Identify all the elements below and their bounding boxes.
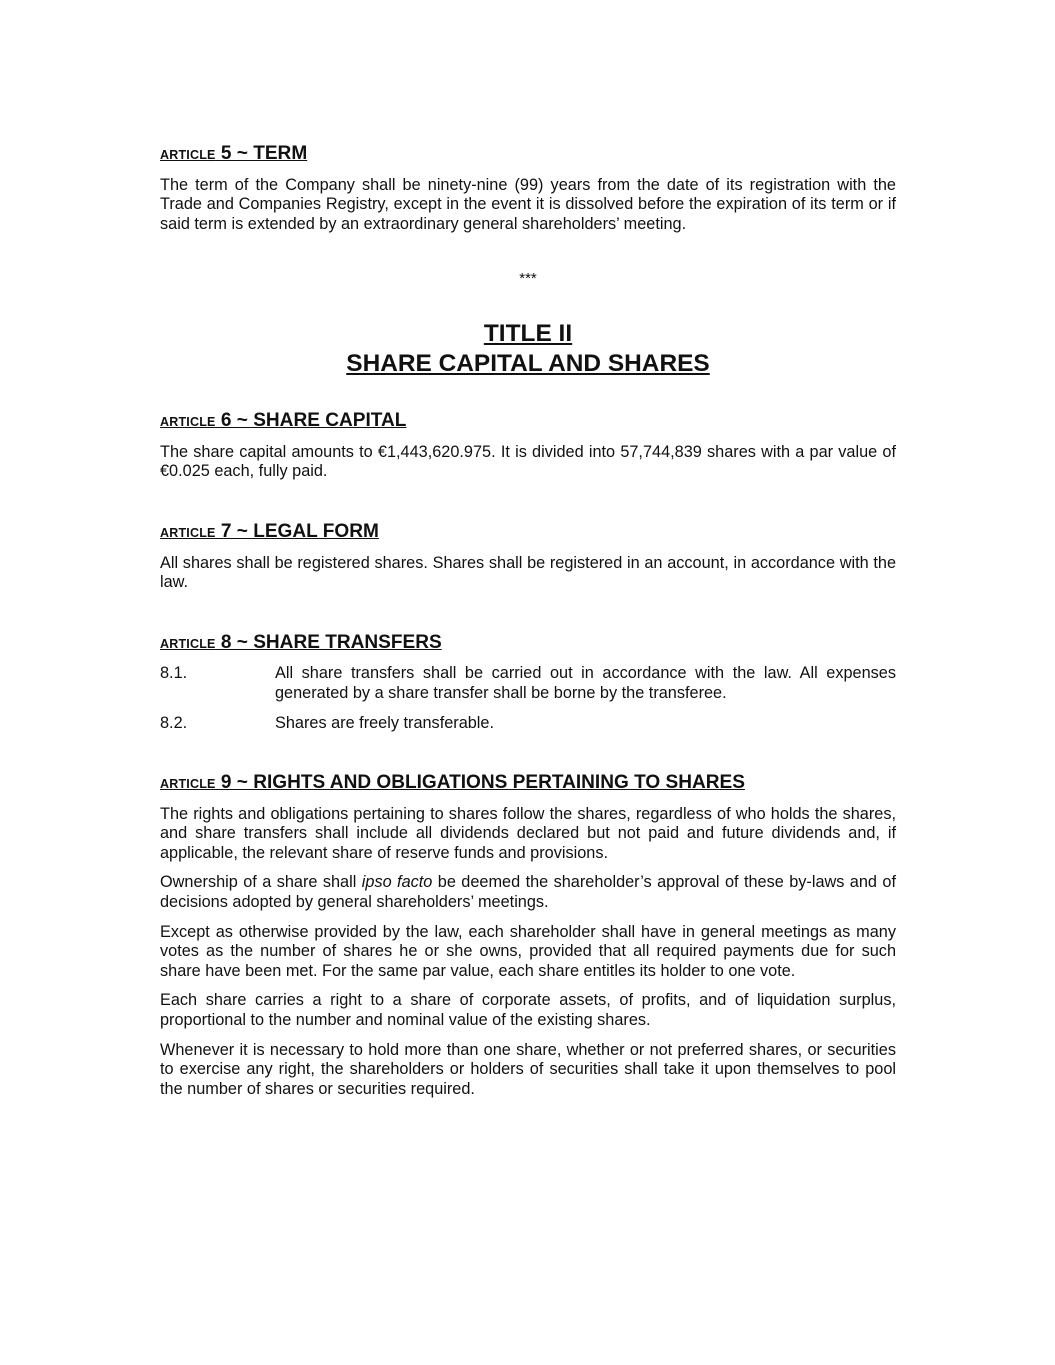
article-6 <box>160 411 896 482</box>
article-9-paragraph-5: Whenever it is necessary to hold more than one share, whether or not preferred shares, or securities to exercise any right, the shareholders or holders of securities shall take it upon themselves to pool the number of shares or securities required. <box>160 1040 896 1098</box>
article-7-heading <box>160 522 896 544</box>
article-6-title: 6 ~ SHARE CAPITAL <box>215 410 407 432</box>
article-8 <box>160 633 896 733</box>
list-item-number: 8.1. <box>160 664 188 683</box>
article-9-prefix: ARTICLE <box>160 777 216 792</box>
article-5-paragraph: The term of the Company shall be ninety-nine (99) years from the date of its registration with the Trade and Companies Registry, except in the event it is dissolved before the expiration of its term or if said term is extended by an extraordinary general shareholders’ meeting. <box>160 175 896 233</box>
paragraph-2-end: be deemed the shareholder’s approval of these by-laws and of decisions adopted by general shareholders’ meetings. <box>160 873 896 912</box>
article-9-paragraph-3: Except as otherwise provided by the law, each shareholder shall have in general meetings as many votes as the number of shares he or she owns, provided that all required payments due for such share have been met. For the same par value, each share entitles its holder to one vote. <box>160 922 896 980</box>
article-9-paragraph-4: Each share carries a right to a share of corporate assets, of profits, and of liquidation surplus, proportional to the number and nominal value of the existing shares. <box>160 991 896 1030</box>
article-5-prefix: ARTICLE <box>160 148 216 162</box>
article-9-paragraph-2 <box>160 873 896 912</box>
section-separator: *** <box>519 270 537 288</box>
article-5-title: 5 ~ TERM <box>215 143 308 164</box>
list-item <box>160 714 896 734</box>
article-6-prefix: ARTICLE <box>160 415 216 430</box>
article-9-title: 9 ~ RIGHTS AND OBLIGATIONS PERTAINING TO SHARES <box>215 772 745 794</box>
article-7-title: 7 ~ LEGAL FORM <box>215 520 379 542</box>
list-item-text: Shares are freely transferable. <box>275 713 495 732</box>
article-5 <box>160 144 896 234</box>
title-name: SHARE CAPITAL AND SHARES <box>346 349 710 377</box>
list-item <box>160 664 896 703</box>
article-6-heading <box>160 411 896 433</box>
paragraph-2-start: Ownership of a share shall <box>160 873 362 892</box>
title-number: TITLE II <box>483 319 573 347</box>
article-8-list <box>160 664 896 733</box>
document-body <box>160 144 896 1099</box>
article-7-paragraph: All shares shall be registered shares. Shares shall be registered in an account, in accordance with the law. <box>160 553 896 592</box>
article-9 <box>160 773 896 1099</box>
article-8-title: 8 ~ SHARE TRANSFERS <box>215 631 442 653</box>
article-7-prefix: ARTICLE <box>160 525 216 540</box>
article-8-heading <box>160 633 896 655</box>
article-6-paragraph: The share capital amounts to €1,443,620.975. It is divided into 57,744,839 shares with a par value of €0.025 each, fully paid. <box>160 442 896 481</box>
article-8-prefix: ARTICLE <box>160 636 216 651</box>
list-item-text: All share transfers shall be carried out in accordance with the law. All expenses generated by a share transfer shall be borne by the transferee. <box>275 664 896 702</box>
paragraph-2-italic: ipso facto <box>361 873 433 892</box>
list-item-number: 8.2. <box>160 713 188 732</box>
article-9-paragraph-1: The rights and obligations pertaining to shares follow the shares, regardless of who holds the shares, and share transfers shall include all dividends declared but not paid and future dividends and, if applicable, the relevant share of reserve funds and provisions. <box>160 804 896 862</box>
article-5-heading <box>160 144 896 166</box>
article-9-paragraphs <box>160 805 896 1100</box>
article-7 <box>160 522 896 593</box>
article-9-heading <box>160 773 896 795</box>
